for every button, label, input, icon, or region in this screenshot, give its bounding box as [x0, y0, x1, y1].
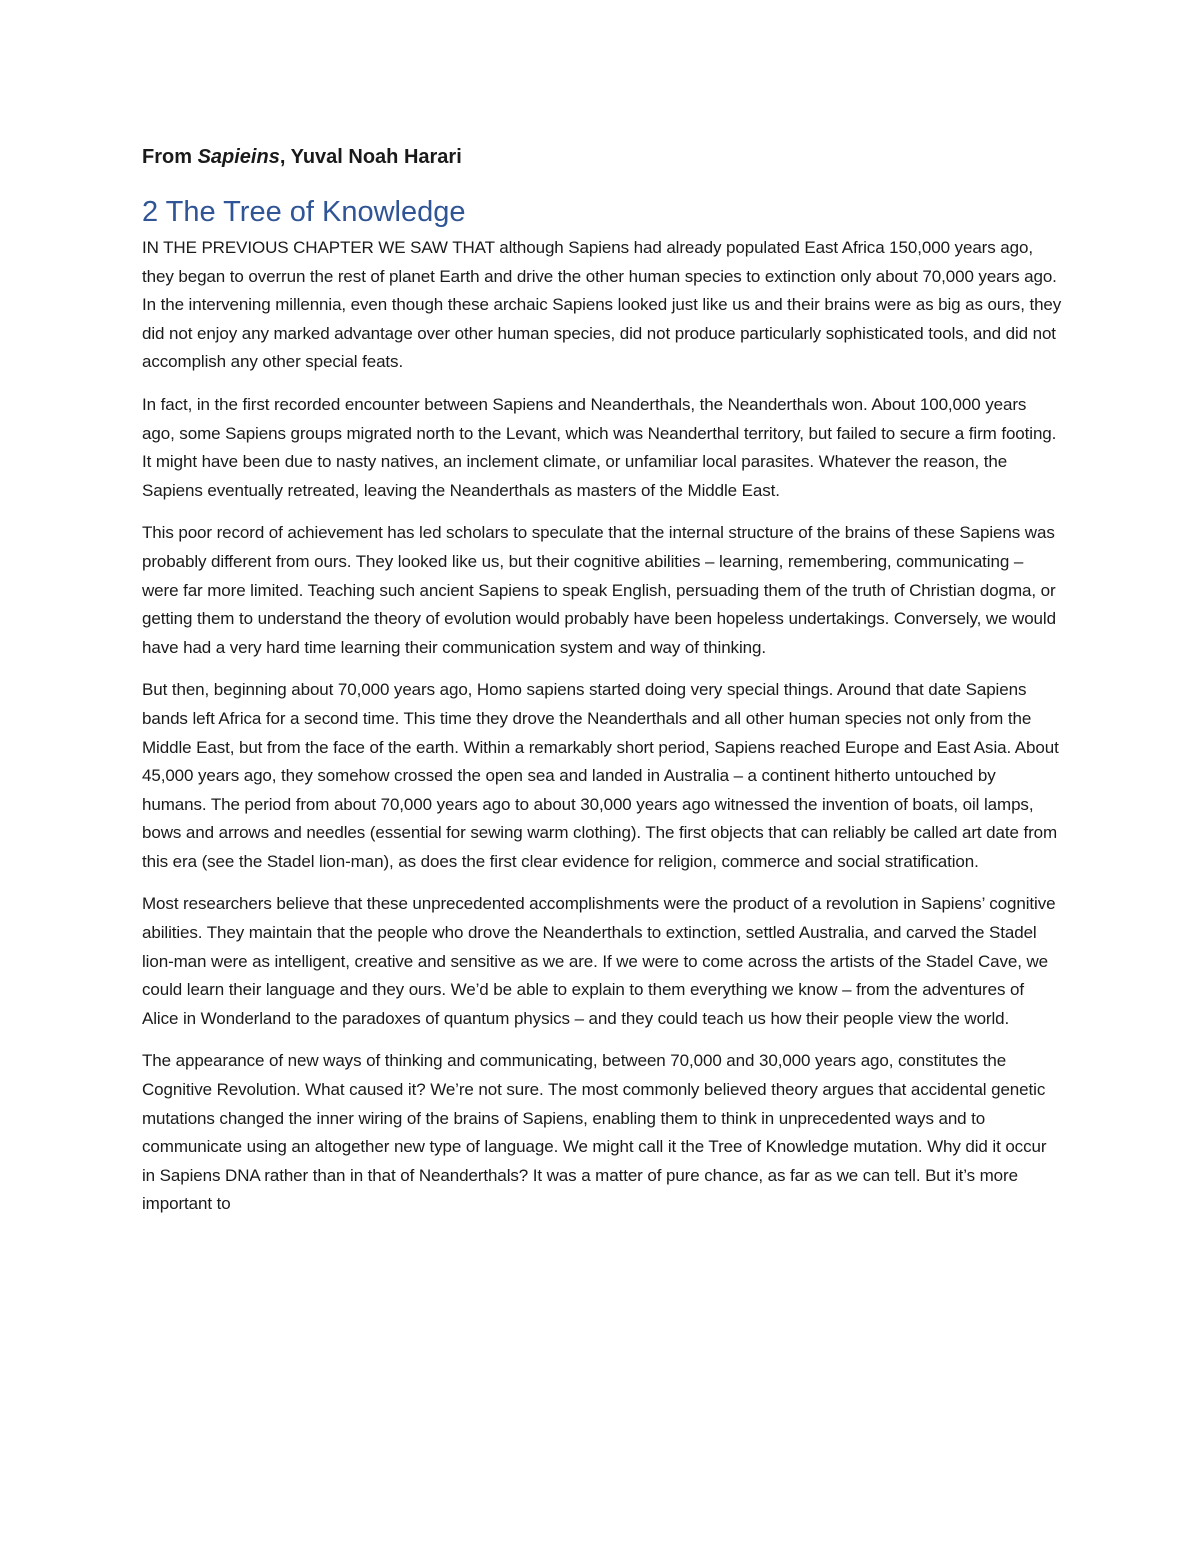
source-author: , Yuval Noah Harari	[279, 146, 462, 168]
paragraph-5: Most researchers believe that these unprecedented accomplishments were the product of a revolution in Sapiens’ cognitive abilities. They maintain that the people who drove the Neanderthals to extinction, settled Australia, and carved the Stadel lion-man were as intelligent, creative and sensitive as we are. If we were to come across the artists of the Stadel Cave, we could learn their language and they ours. We’d be able to explain to them everything we know – from the adventures of Alice in Wonderland to the paradoxes of quantum physics – and they could teach us how their people view the world.	[142, 894, 1056, 1028]
source-book-title: Sapieins	[197, 146, 280, 168]
paragraph-1: IN THE PREVIOUS CHAPTER WE SAW THAT although Sapiens had already populated East Africa 150,000 years ago, they began to overrun the rest of planet Earth and drive the other human species to extinction only about 70,000 years ago. In the intervening millennia, even though these archaic Sapiens looked just like us and their brains were as big as ours, they did not enjoy any marked advantage over other human species, did not produce particularly sophisticated tools, and did not accomplish any other special feats.	[142, 238, 1062, 372]
chapter-title: 2 The Tree of Knowledge	[142, 196, 466, 228]
paragraph-2: In fact, in the first recorded encounter between Sapiens and Neanderthals, the Neanderthals won. About 100,000 years ago, some Sapiens groups migrated north to the Levant, which was Neanderthal territory, but failed to secure a firm footing. It might have been due to nasty natives, an inclement climate, or unfamiliar local parasites. Whatever the reason, the Sapiens eventually retreated, leaving the Neanderthals as masters of the Middle East.	[142, 394, 1057, 500]
source-prefix: From	[142, 146, 198, 168]
source-line	[142, 142, 1062, 172]
paragraph-6: The appearance of new ways of thinking and communicating, between 70,000 and 30,000 years ago, constitutes the Cognitive Revolution. What caused it? We’re not sure. The most commonly believed theory argues that accidental genetic mutations changed the inner wiring of the brains of Sapiens, enabling them to think in unprecedented ways and to communicate using an altogether new type of language. We might call it the Tree of Knowledge mutation. Why did it occur in Sapiens DNA rather than in that of Neanderthals? It was a matter of pure chance, as far as we can tell. But it’s more important to	[142, 1051, 1047, 1214]
document-page	[142, 142, 1062, 1233]
paragraph-3: This poor record of achievement has led scholars to speculate that the internal structure of the brains of these Sapiens was probably different from ours. They looked like us, but their cognitive abilities – learning, remembering, communicating – were far more limited. Teaching such ancient Sapiens to speak English, persuading them of the truth of Christian dogma, or getting them to understand the theory of evolution would probably have been hopeless undertakings. Conversely, we would have had a very hard time learning their communication system and way of thinking.	[142, 523, 1056, 657]
paragraph-4: But then, beginning about 70,000 years ago, Homo sapiens started doing very special things. Around that date Sapiens bands left Africa for a second time. This time they drove the Neanderthals and all other human species not only from the Middle East, but from the face of the earth. Within a remarkably short period, Sapiens reached Europe and East Asia. About 45,000 years ago, they somehow crossed the open sea and landed in Australia – a continent hitherto untouched by humans. The period from about 70,000 years ago to about 30,000 years ago witnessed the invention of boats, oil lamps, bows and arrows and needles (essential for sewing warm clothing). The first objects that can reliably be called art date from this era (see the Stadel lion-man), as does the first clear evidence for religion, commerce and social stratification.	[142, 680, 1059, 871]
